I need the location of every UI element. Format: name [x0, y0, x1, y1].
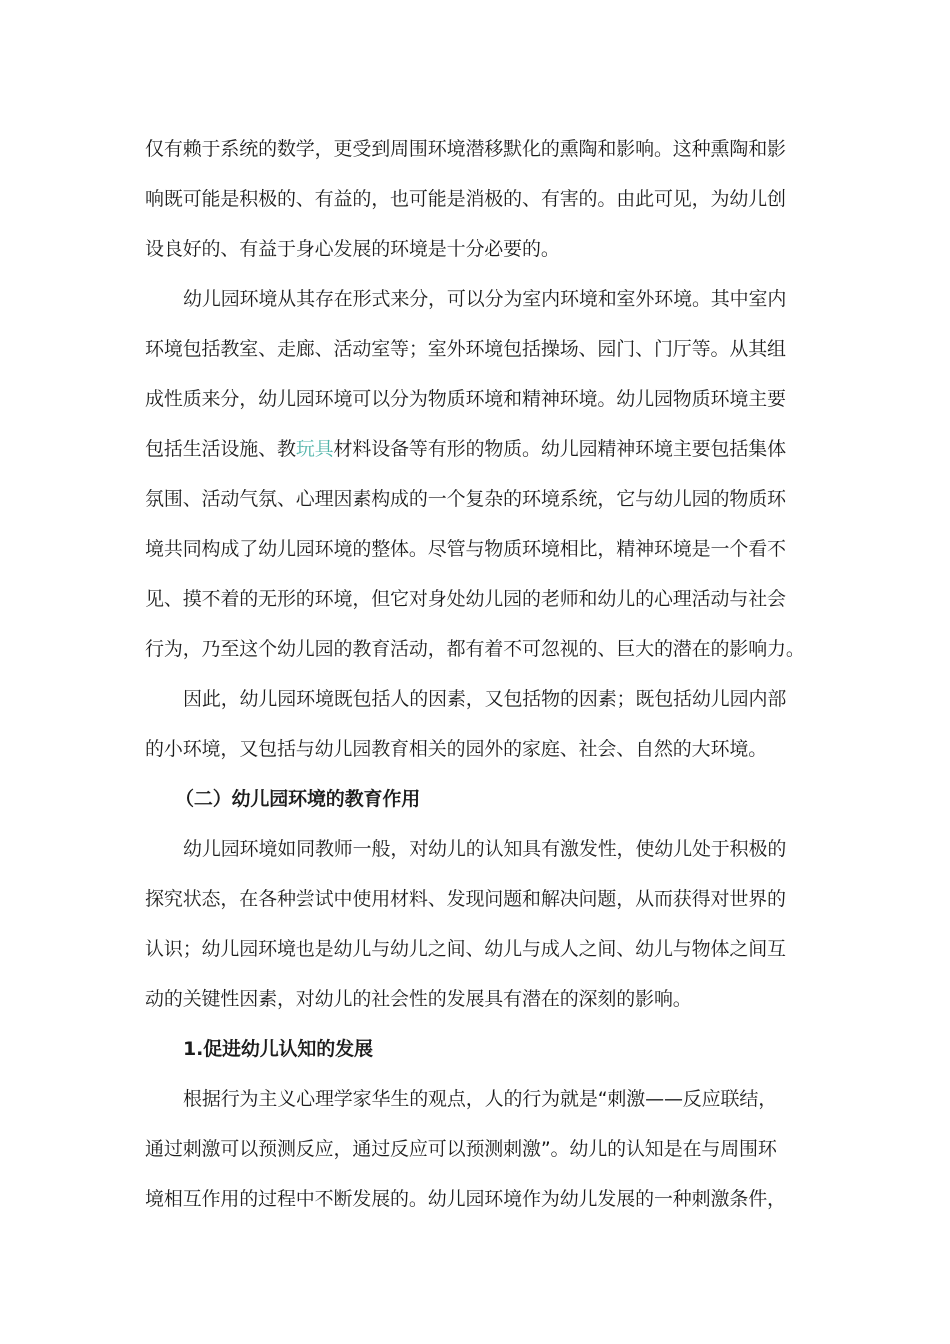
text-line: 环境包括教室、走廊、活动室等；室外环境包括操场、园门、门厅等。从其组 — [145, 338, 786, 360]
toy-link[interactable]: 玩具 — [295, 438, 334, 460]
text-line: 境相互作用的过程中不断发展的。幼儿园环境作为幼儿发展的一种刺激条件， — [145, 1188, 786, 1210]
text-line: 氛围、活动气氛、心理因素构成的一个复杂的环境系统，它与幼儿园的物质环 — [145, 488, 786, 510]
text-line: 幼儿园环境如同教师一般，对幼儿的认知具有激发性，使幼儿处于积极的 — [183, 838, 787, 860]
text-line: 动的关键性因素，对幼儿的社会性的发展具有潜在的深刻的影响。 — [145, 988, 692, 1010]
text-line — [145, 424, 810, 474]
text-line: 幼儿园环境从其存在形式来分，可以分为室内环境和室外环境。其中室内 — [183, 288, 787, 310]
text-line: 设良好的、有益于身心发展的环境是十分必要的。 — [145, 238, 560, 260]
text-line: 通过刺激可以预测反应，通过反应可以预测刺激”。幼儿的认知是在与周围环 — [145, 1138, 777, 1160]
text-line: 成性质来分，幼儿园环境可以分为物质环境和精神环境。幼儿园物质环境主要 — [145, 388, 786, 410]
text-line: 的小环境，又包括与幼儿园教育相关的园外的家庭、社会、自然的大环境。 — [145, 738, 768, 760]
subsection-heading: 1.促进幼儿认知的发展 — [183, 1038, 373, 1060]
text-line: 见、摸不着的无形的环境，但它对身处幼儿园的老师和幼儿的心理活动与社会 — [145, 588, 786, 610]
paragraph-4 — [145, 824, 810, 1024]
document-page — [145, 124, 810, 1224]
text-line: 行为，乃至这个幼儿园的教育活动，都有着不可忽视的、巨大的潜在的影响力。 — [145, 638, 805, 660]
section-heading: （二）幼儿园环境的教育作用 — [175, 788, 421, 810]
text-line: 探究状态，在各种尝试中使用材料、发现问题和解决问题，从而获得对世界的 — [145, 888, 786, 910]
paragraph-5 — [145, 1074, 810, 1224]
paragraph-1 — [145, 124, 810, 274]
text-line: 境共同构成了幼儿园环境的整体。尽管与物质环境相比，精神环境是一个看不 — [145, 538, 786, 560]
text-line: 响既可能是积极的、有益的，也可能是消极的、有害的。由此可见，为幼儿创 — [145, 188, 786, 210]
text-line: 仅有赖于系统的数学，更受到周围环境潜移默化的熏陶和影响。这种熏陶和影 — [145, 138, 786, 160]
paragraph-2 — [145, 274, 810, 674]
text-line: 根据行为主义心理学家华生的观点，人的行为就是“刺激——反应联结， — [183, 1088, 778, 1110]
text-line: 认识；幼儿园环境也是幼儿与幼儿之间、幼儿与成人之间、幼儿与物体之间互 — [145, 938, 786, 960]
text-line: 因此，幼儿园环境既包括人的因素，又包括物的因素；既包括幼儿园内部 — [183, 688, 787, 710]
text-segment: 材料设备等有形的物质。幼儿园精神环境主要包括集体 — [333, 438, 786, 460]
paragraph-3 — [145, 674, 810, 774]
text-segment: 包括生活设施、教 — [145, 438, 296, 460]
